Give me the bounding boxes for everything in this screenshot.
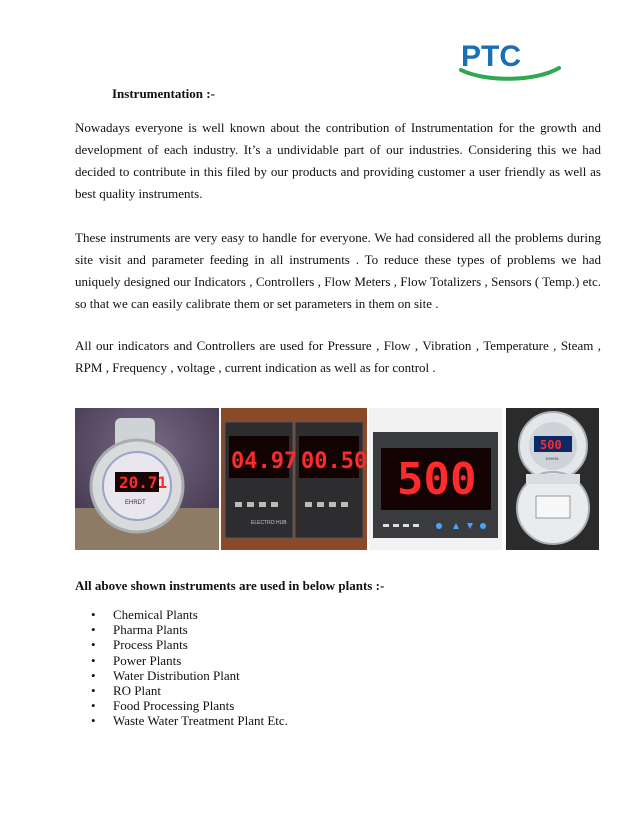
- left-indicator-display: 04.97: [231, 449, 298, 474]
- list-item: • Water Distribution Plant: [75, 668, 288, 683]
- list-item: • Pharma Plants: [75, 622, 288, 637]
- ptc-logo: [455, 36, 565, 88]
- intro-paragraph: Nowadays everyone is well known about the contribution of Instrumentation for the growth and development of each industry. It’s a undividable part of our industries. Considering this we had decided to contribute in this filed by our products and providing customer a user friendly as well as best quality instruments.: [75, 120, 601, 201]
- panel-indicator-500-photo: [369, 408, 502, 550]
- list-item: • Waste Water Treatment Plant Etc.: [75, 713, 288, 728]
- dual-panel-indicator-photo: [221, 408, 367, 550]
- list-item: • Chemical Plants: [75, 607, 288, 622]
- flameproof-indicator-brand: EHH91: [546, 456, 559, 461]
- flameproof-indicator-photo: [506, 408, 599, 550]
- plants-list: [75, 607, 288, 729]
- round-indicator-display: 20.71: [119, 473, 168, 492]
- round-indicator-photo: [75, 408, 219, 550]
- right-indicator-display: 00.50: [301, 449, 367, 474]
- list-item: • Power Plants: [75, 653, 288, 668]
- list-item: • RO Plant: [75, 683, 288, 698]
- design-paragraph: These instruments are very easy to handle for everyone. We had considered all the problems during site visit and parameter feeding in all instruments . To reduce these types of problems we had uniquely designed our Indicators , Controllers , Flow Meters , Flow Totalizers , Sensors ( Temp.) etc. so that we can easily calibrate them or set parameters in them on site .: [75, 230, 601, 311]
- list-item: • Process Plants: [75, 637, 288, 652]
- plants-list-title: All above shown instruments are used in below plants :-: [75, 578, 385, 593]
- logo-text: PTC: [461, 40, 521, 73]
- applications-paragraph: All our indicators and Controllers are used for Pressure , Flow , Vibration , Temperature , Steam , RPM , Frequency , voltage , current indication as well as for control .: [75, 338, 601, 375]
- section-heading: Instrumentation :-: [112, 86, 215, 101]
- flameproof-indicator-display: 500: [540, 438, 562, 452]
- dual-indicator-brand: ELECTRO HUB: [251, 520, 287, 526]
- list-item: • Food Processing Plants: [75, 698, 288, 713]
- round-indicator-brand: EHRDT: [125, 500, 146, 506]
- instrument-photos: [0, 408, 638, 550]
- panel-indicator-display: 500: [397, 454, 477, 505]
